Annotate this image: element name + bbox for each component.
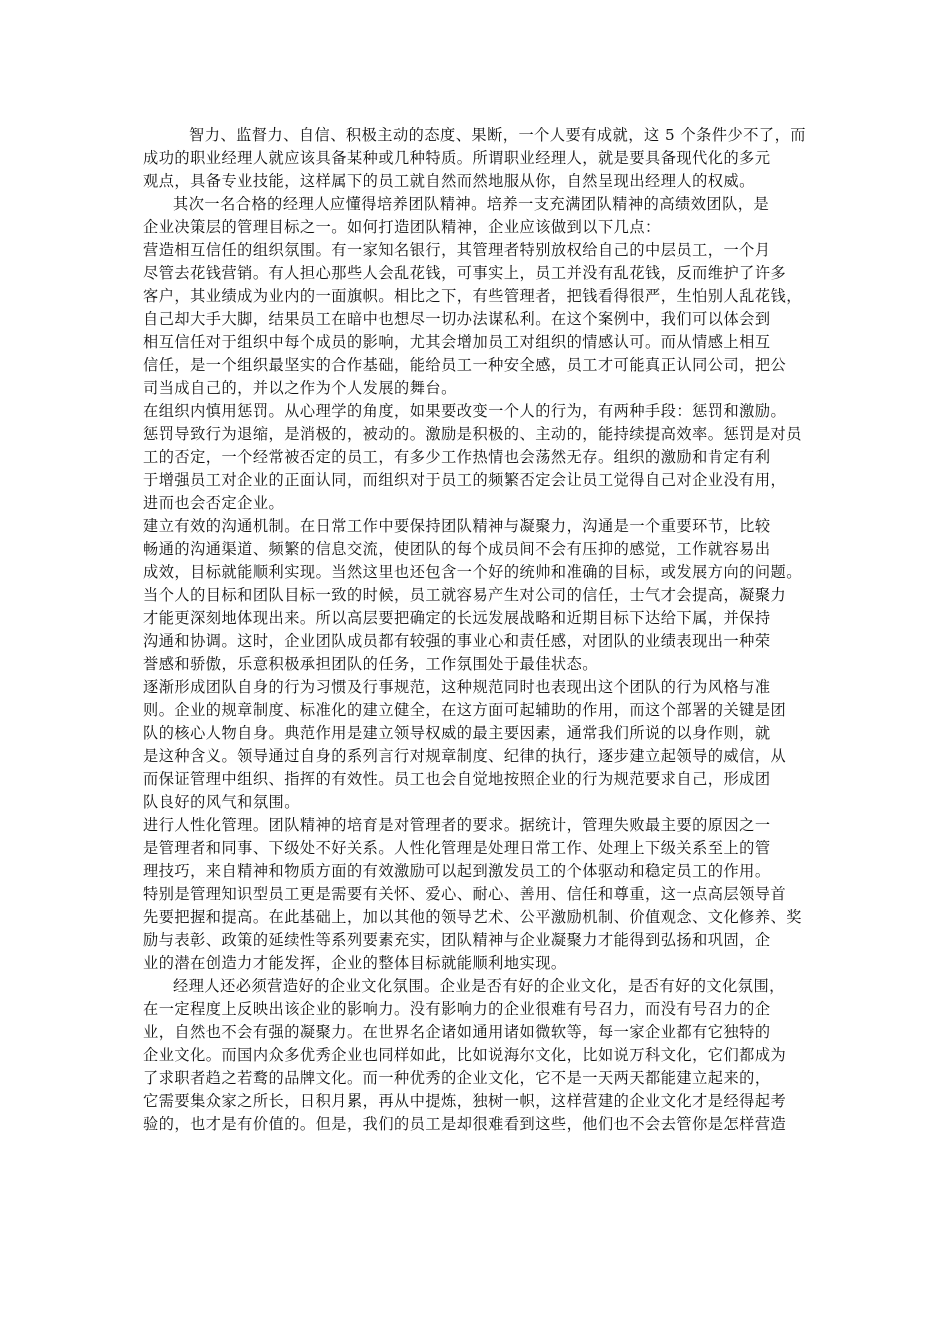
text-line: 特别是管理知识型员工更是需要有关怀、爱心、耐心、善用、信任和尊重，这一点高层领导首 — [143, 885, 787, 903]
text-line: 队良好的风气和氛围。 — [143, 793, 300, 811]
text-line: 信任，是一个组织最坚实的合作基础，能给员工一种安全感，员工才可能真正认同公司，把公 — [143, 356, 787, 374]
text-line: 畅通的沟通渠道、频繁的信息交流，使团队的每个成员间不会有压抑的感觉，工作就容易出 — [143, 540, 771, 558]
text-line: 是这种含义。领导通过自身的系列言行对规章制度、纪律的执行，逐步建立起领导的威信，从 — [143, 747, 787, 765]
text-line: 其次一名合格的经理人应懂得培养团队精神。培养一支充满团队精神的高绩效团队，是 — [173, 195, 770, 213]
text-line: 于增强员工对企业的正面认同，而组织对于员工的频繁否定会让员工觉得自己对企业没有用， — [143, 471, 787, 489]
text-line: 誉感和骄傲，乐意积极承担团队的任务，工作氛围处于最佳状态。 — [143, 655, 598, 673]
text-line: 观点，具备专业技能，这样属下的员工就自然而然地服从你，自然呈现出经理人的权威。 — [143, 172, 755, 190]
text-line: 在一定程度上反映出该企业的影响力。没有影响力的企业很难有号召力，而没有号召力的企 — [143, 1000, 771, 1018]
text-line: 建立有效的沟通机制。在日常工作中要保持团队精神与凝聚力，沟通是一个重要环节，比较 — [143, 517, 771, 535]
text-line: 司当成自己的，并以之作为个人发展的舞台。 — [143, 379, 457, 397]
text-line: 沟通和协调。这时，企业团队成员都有较强的事业心和责任感，对团队的业绩表现出一种荣 — [143, 632, 771, 650]
text-line: 经理人还必须营造好的企业文化氛围。企业是否有好的企业文化，是否有好的文化氛围， — [173, 977, 785, 995]
text-line: 验的，也才是有价值的。但是，我们的员工是却很难看到这些，他们也不会去管你是怎样营造 — [143, 1115, 787, 1133]
text-line: 了求职者趋之若鹜的品牌文化。而一种优秀的企业文化，它不是一天两天都能建立起来的， — [143, 1069, 771, 1087]
document-body — [143, 124, 811, 1136]
text-line: 惩罚导致行为退缩，是消极的，被动的。激励是积极的、主动的，能持续提高效率。惩罚是对员 — [143, 425, 802, 443]
text-line: 逐渐形成团队自身的行为习惯及行事规范，这种规范同时也表现出这个团队的行为风格与准 — [143, 678, 771, 696]
text-line: 业的潜在创造力才能发挥，企业的整体目标就能顺利地实现。 — [143, 954, 567, 972]
text-line: 营造相互信任的组织氛围。有一家知名银行，其管理者特别放权给自己的中层员工，一个月 — [143, 241, 771, 259]
text-line: 成功的职业经理人就应该具备某种或几种特质。所谓职业经理人，就是要具备现代化的多元 — [143, 149, 771, 167]
text-line: 尽管去花钱营销。有人担心那些人会乱花钱，可事实上，员工并没有乱花钱，反而维护了许多 — [143, 264, 787, 282]
text-line: 当个人的目标和团队目标一致的时候，员工就容易产生对公司的信任，士气才会提高，凝聚力 — [143, 586, 787, 604]
text-line: 是管理者和同事、下级处不好关系。人性化管理是处理日常工作、处理上下级关系至上的管 — [143, 839, 771, 857]
text-line: 才能更深刻地体现出来。所以高层要把确定的长远发展战略和近期目标下达给下属，并保持 — [143, 609, 771, 627]
text-line: 而保证管理中组织、指挥的有效性。员工也会自觉地按照企业的行为规范要求自己，形成团 — [143, 770, 771, 788]
text-line: 则。企业的规章制度、标准化的建立健全，在这方面可起辅助的作用，而这个部署的关键是团 — [143, 701, 787, 719]
text-line: 相互信任对于组织中每个成员的影响，尤其会增加员工对组织的情感认可。而从情感上相互 — [143, 333, 771, 351]
text-line: 它需要集众家之所长，日积月累，再从中提炼，独树一帜，这样营建的企业文化才是经得起考 — [143, 1092, 787, 1110]
text-line: 队的核心人物自身。典范作用是建立领导权威的最主要因素，通常我们所说的以身作则，就 — [143, 724, 771, 742]
text-line: 理技巧，来自精神和物质方面的有效激励可以起到激发员工的个体驱动和稳定员工的作用。 — [143, 862, 771, 880]
text-line: 智力、监督力、自信、积极主动的态度、果断，一个人要有成就，这 5 个条件少不了，而 — [189, 126, 806, 144]
text-line: 先要把握和提高。在此基础上，加以其他的领导艺术、公平激励机制、价值观念、文化修养、奖 — [143, 908, 802, 926]
text-line: 进而也会否定企业。 — [143, 494, 285, 512]
text-line: 工的否定，一个经常被否定的员工，有多少工作热情也会荡然无存。组织的激励和肯定有利 — [143, 448, 771, 466]
text-line: 企业决策层的管理目标之一。如何打造团队精神，企业应该做到以下几点： — [143, 218, 661, 236]
text-line: 成效，目标就能顺利实现。当然这里也还包含一个好的统帅和准确的目标，或发展方向的问题。 — [143, 563, 802, 581]
text-line: 进行人性化管理。团队精神的培育是对管理者的要求。据统计，管理失败最主要的原因之一 — [143, 816, 771, 834]
text-line: 业，自然也不会有强的凝聚力。在世界名企诸如通用诸如微软等，每一家企业都有它独特的 — [143, 1023, 771, 1041]
text-line: 励与表彰、政策的延续性等系列要素充实，团队精神与企业凝聚力才能得到弘扬和巩固，企 — [143, 931, 771, 949]
text-line: 客户，其业绩成为业内的一面旗帜。相比之下，有些管理者，把钱看得很严，生怕别人乱花钱， — [143, 287, 802, 305]
text-line: 在组织内慎用惩罚。从心理学的角度，如果要改变一个人的行为，有两种手段：惩罚和激励。 — [143, 402, 787, 420]
text-line: 企业文化。而国内众多优秀企业也同样如此，比如说海尔文化，比如说万科文化，它们都成为 — [143, 1046, 787, 1064]
text-line: 自己却大手大脚，结果员工在暗中也想尽一切办法谋私利。在这个案例中，我们可以体会到 — [143, 310, 771, 328]
